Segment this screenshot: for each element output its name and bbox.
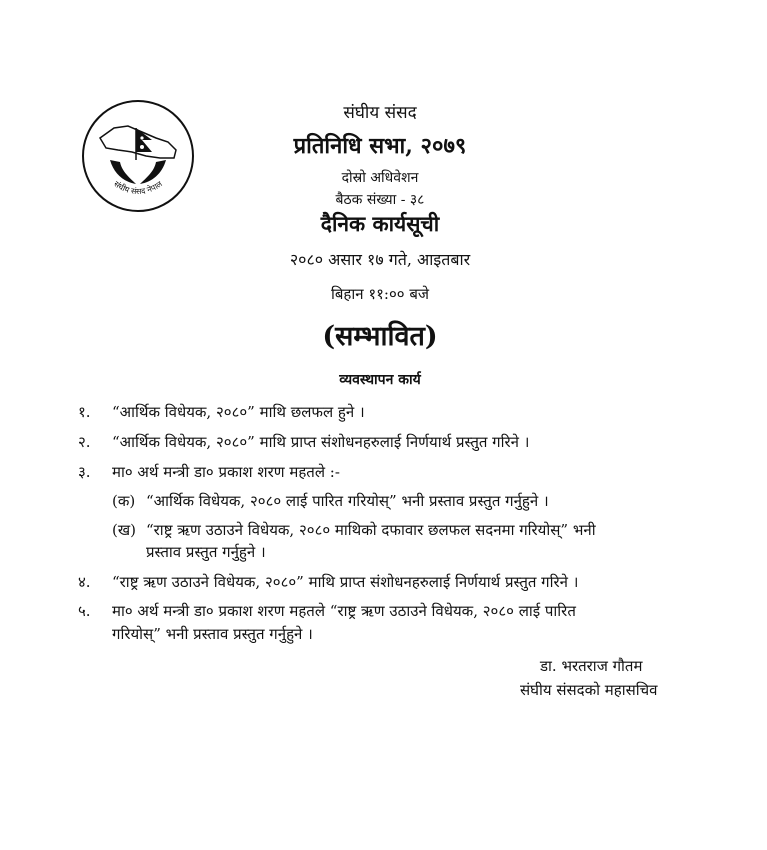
parliament-emblem-icon [80, 98, 196, 214]
item-number: १. [78, 403, 91, 421]
section-title: व्यवस्थापन कार्य [339, 372, 421, 388]
item-number: २. [78, 433, 91, 451]
session-label: दोस्रो अधिवेशन [341, 170, 419, 186]
parliament-name: संघीय संसद [343, 103, 417, 123]
status-label: (सम्भावित) [322, 321, 438, 352]
item-number: ३. [78, 463, 91, 481]
item-text: मा० अर्थ मन्त्री डा० प्रकाश शरण महतले :- [112, 463, 340, 481]
item-text: “आर्थिक विधेयक, २०८०” माथि प्राप्त संशोधनहरुलाई निर्णयार्थ प्रस्तुत गरिने । [112, 433, 530, 451]
item-text-line2: गरियोस्” भनी प्रस्ताव प्रस्तुत गर्नुहुने । [112, 625, 313, 643]
item-text: “आर्थिक विधेयक, २०८०” माथि छलफल हुने । [112, 403, 365, 421]
meeting-date: २०८० असार १७ गते, आइतबार [289, 250, 471, 269]
subitem-text-line1: “राष्ट्र ऋण उठाउने विधेयक, २०८० माथिको दफावार छलफल सदनमा गरियोस्” भनी [146, 521, 596, 539]
subitem-label: (क) [112, 492, 136, 510]
item-number: ४. [78, 573, 91, 591]
house-title: प्रतिनिधि सभा, २०७९ [293, 133, 467, 159]
subitem-text-line2: प्रस्ताव प्रस्तुत गर्नुहुने । [146, 543, 266, 561]
item-number: ५. [78, 602, 91, 620]
meeting-time: बिहान ११:०० बजे [330, 285, 430, 303]
subitem-text: “आर्थिक विधेयक, २०८० लाई पारित गरियोस्” भनी प्रस्ताव प्रस्तुत गर्नुहुने । [146, 492, 549, 510]
meeting-number: बैठक संख्या - ३८ [335, 192, 425, 208]
signatory-designation: संघीय संसदको महासचिव [520, 681, 658, 699]
item-text-line1: मा० अर्थ मन्त्री डा० प्रकाश शरण महतले “राष्ट्र ऋण उठाउने विधेयक, २०८० लाई पारित [112, 602, 576, 620]
logo-arc-text: संघीय संसद नेपाल [112, 179, 164, 197]
agenda-title: दैनिक कार्यसूची [320, 211, 440, 236]
parliament-logo [80, 98, 196, 214]
item-text: “राष्ट्र ऋण उठाउने विधेयक, २०८०” माथि प्राप्त संशोधनहरुलाई निर्णयार्थ प्रस्तुत गरिने । [112, 573, 579, 591]
signatory-name: डा. भरतराज गौतम [540, 657, 643, 675]
subitem-label: (ख) [112, 521, 136, 539]
